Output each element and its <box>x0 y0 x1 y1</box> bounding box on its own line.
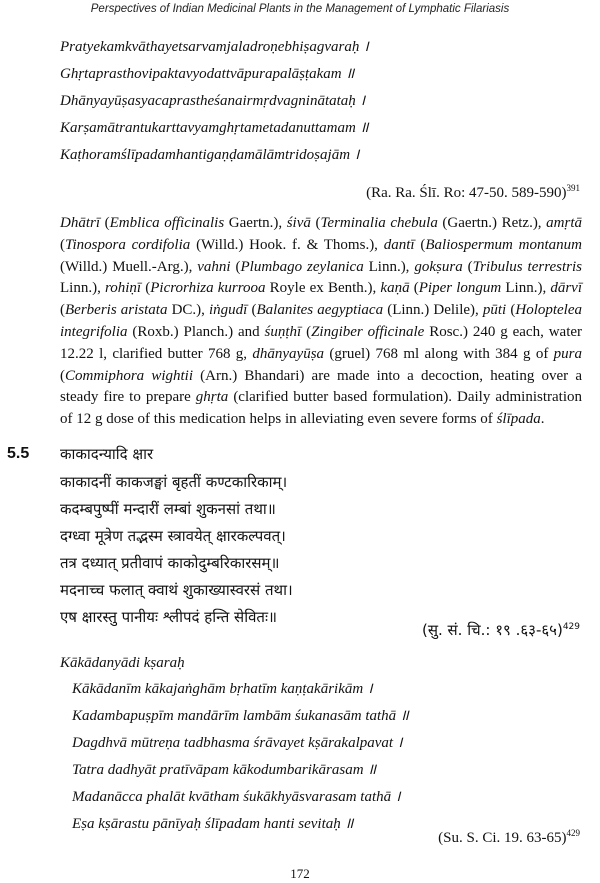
verse-line: Madanācca phalāt kvātham śukākhyāsvarasam tathā । <box>72 789 401 805</box>
paragraph-text: ( <box>301 323 312 340</box>
transliterated-verse-2 <box>72 676 592 838</box>
paragraph-text: (Linn.) Delile), <box>383 302 483 319</box>
verse-line: Eṣa kṣārastu pānīyaḥ ślīpadam hanti sevitaḥ ॥ <box>72 816 354 832</box>
plant-name: śuṇṭhī <box>264 323 302 340</box>
page-number: 172 <box>290 866 310 881</box>
plant-name: Terminalia chebula <box>320 215 438 231</box>
paragraph-text: (Gaertn.) Retz.), <box>437 215 547 231</box>
running-header: Perspectives of Indian Medicinal Plants in the Management of Lymphatic Filariasis <box>90 3 510 15</box>
footnote-marker: 391 <box>566 183 580 193</box>
citation-sanskrit <box>422 620 580 640</box>
paragraph-text: ( <box>60 367 65 384</box>
citation-text: (सु. सं. चि.: १९ .६३-६५) <box>422 621 563 639</box>
paragraph-text: Royle ex Benth.), <box>265 280 381 297</box>
plant-name: Baliospermum montanum <box>425 236 582 253</box>
paragraph-text: ( <box>414 236 426 253</box>
plant-name: Plumbago zeylanica <box>240 258 364 275</box>
verse-line: Kākādanīm kākajaṅghām bṛhatīm kaṇṭakārikām । <box>72 681 373 697</box>
plant-name: Dhātrī <box>60 215 101 231</box>
plant-name: pura <box>553 345 582 362</box>
footnote-marker: 429 <box>562 622 580 632</box>
verse-line: Dagdhvā mūtreṇa tadbhasma śrāvayet kṣārakalpavat । <box>72 735 403 751</box>
paragraph-text: (Willd.) Muell.-Arg.), <box>60 258 198 275</box>
verse-line: दग्ध्वा मूत्रेण तद्भस्म स्त्रावयेत् क्षारकल्पवत्। <box>60 527 286 545</box>
plant-name: Berberis aristata <box>65 302 168 319</box>
paragraph-text: (Roxb.) Planch.) and <box>127 323 265 340</box>
plant-name: Commiphora wightii <box>65 367 194 384</box>
verse-line: Karṣamātrantukarttavyamghṛtametadanuttamam ॥ <box>60 120 369 136</box>
plant-name: pūti <box>482 302 507 319</box>
plant-name: dhānyayūṣa <box>252 345 325 362</box>
verse-line: Kaṭhoramślīpadamhantigaṇḍamālāmtridoṣajām । <box>60 147 360 163</box>
verse-line: Kadambapuṣpīm mandārīm lambām śukanasām tathā ॥ <box>72 708 409 724</box>
plant-name: ghṛta <box>195 389 229 406</box>
plant-name: Zingiber officinale <box>311 323 425 340</box>
section-title: काकादन्यादि क्षार <box>60 445 154 463</box>
paragraph-text: Linn.), <box>501 280 551 297</box>
verse-line: कदम्बपुष्पीं मन्दारीं लम्बां शुकनसां तथा॥ <box>60 500 276 518</box>
plant-name: kaṇā <box>380 280 410 297</box>
paragraph-text: ( <box>141 280 151 297</box>
paragraph-text: (Willd.) Hook. f. & Thoms.), <box>190 236 384 253</box>
verse-line: काकादनीं काकजङ्घां बृहतीं कण्टकारिकाम्। <box>60 473 288 491</box>
footnote-marker: 429 <box>566 828 580 838</box>
paragraph-text: DC.), <box>167 302 210 319</box>
paragraph-text: (Arn.) Bhandari) are made into a decoction, heating over a steady fire to prepare <box>60 367 582 406</box>
explanation-paragraph <box>60 213 582 431</box>
paragraph-text: ( <box>100 215 110 231</box>
plant-name: Balanites aegyptiaca <box>256 302 384 319</box>
paragraph-text: ( <box>409 280 419 297</box>
verse-line: एष क्षारस्तु पानीयः श्लीपदं हन्ति सेवितः॥ <box>60 608 277 626</box>
plant-name: rohiṇī <box>104 280 142 297</box>
plant-name: iṅgudī <box>209 302 248 319</box>
paragraph-text: ( <box>60 302 65 319</box>
paragraph-text: . <box>540 411 545 428</box>
verse-line: Dhānyayūṣasyacaprastheśanairmṛdvagninātataḥ । <box>60 93 366 109</box>
plant-name: śivā <box>286 215 311 231</box>
devanagari-verse <box>60 469 580 631</box>
paragraph-text: ( <box>506 302 516 319</box>
paragraph-text: ( <box>60 236 65 253</box>
paragraph-text: Linn.), <box>60 280 105 297</box>
plant-name: Picrorhiza kurrooa <box>150 280 266 297</box>
plant-name: Emblica officinalis <box>109 215 225 231</box>
transliterated-verse-1 <box>60 34 580 169</box>
paragraph-text: Gaertn.), <box>224 215 287 231</box>
plant-name: Tribulus terrestris <box>472 258 582 275</box>
paragraph-text: ( <box>462 258 473 275</box>
verse-line: मदनाच्च फलात् क्वाथं शुकाख्यास्वरसं तथा। <box>60 581 293 599</box>
plant-name: gokṣura <box>414 258 463 275</box>
plant-name: Piper longum <box>418 280 502 297</box>
paragraph-text: (clarified butter based formulation). Daily administration of 12 g dose of this medication helps in alleviating even severe forms of <box>60 389 582 428</box>
paragraph-text: Rosc.) 240 g each, water 12.22 l, clarified butter 768 g, <box>60 323 583 362</box>
plant-name: dantī <box>383 236 415 253</box>
verse-line: Tatra dadhyāt pratīvāpam kākodumbarikārasam ॥ <box>72 762 377 778</box>
plant-name: vahni <box>197 258 231 275</box>
citation-text: (Ra. Ra. Ślī. Ro: 47-50. 589-590) <box>366 185 567 201</box>
verse-line: Pratyekamkvāthayetsarvamjaladroṇebhiṣagvaraḥ । <box>60 39 369 55</box>
section-number: 5.5 <box>7 445 30 462</box>
paragraph-text: ( <box>230 258 241 275</box>
paragraph-text: ( <box>310 215 321 231</box>
paragraph-text: ( <box>247 302 257 319</box>
paragraph-text: Linn.), <box>363 258 415 275</box>
citation-text: (Su. S. Ci. 19. 63-65) <box>438 830 567 846</box>
plant-name: dārvī <box>550 280 583 297</box>
citation-ra-ra <box>366 183 580 202</box>
citation-su-s <box>438 828 580 847</box>
verse-line: तत्र दध्यात् प्रतीवापं काकोदुम्बरिकारसम्॥ <box>60 554 280 572</box>
paragraph-text: (gruel) 768 ml along with 384 g of <box>324 345 554 362</box>
plant-name: Holoptelea integrifolia <box>60 302 583 340</box>
plant-name: amṛtā <box>546 215 582 231</box>
plant-name: Tinospora cordifolia <box>65 236 191 253</box>
transliterated-title: Kākādanyādi kṣaraḥ <box>60 655 185 671</box>
verse-line: Ghṛtaprasthovipaktavyodattvāpurapalāṣṭakam ॥ <box>60 66 355 82</box>
plant-name: ślīpada <box>496 411 541 428</box>
